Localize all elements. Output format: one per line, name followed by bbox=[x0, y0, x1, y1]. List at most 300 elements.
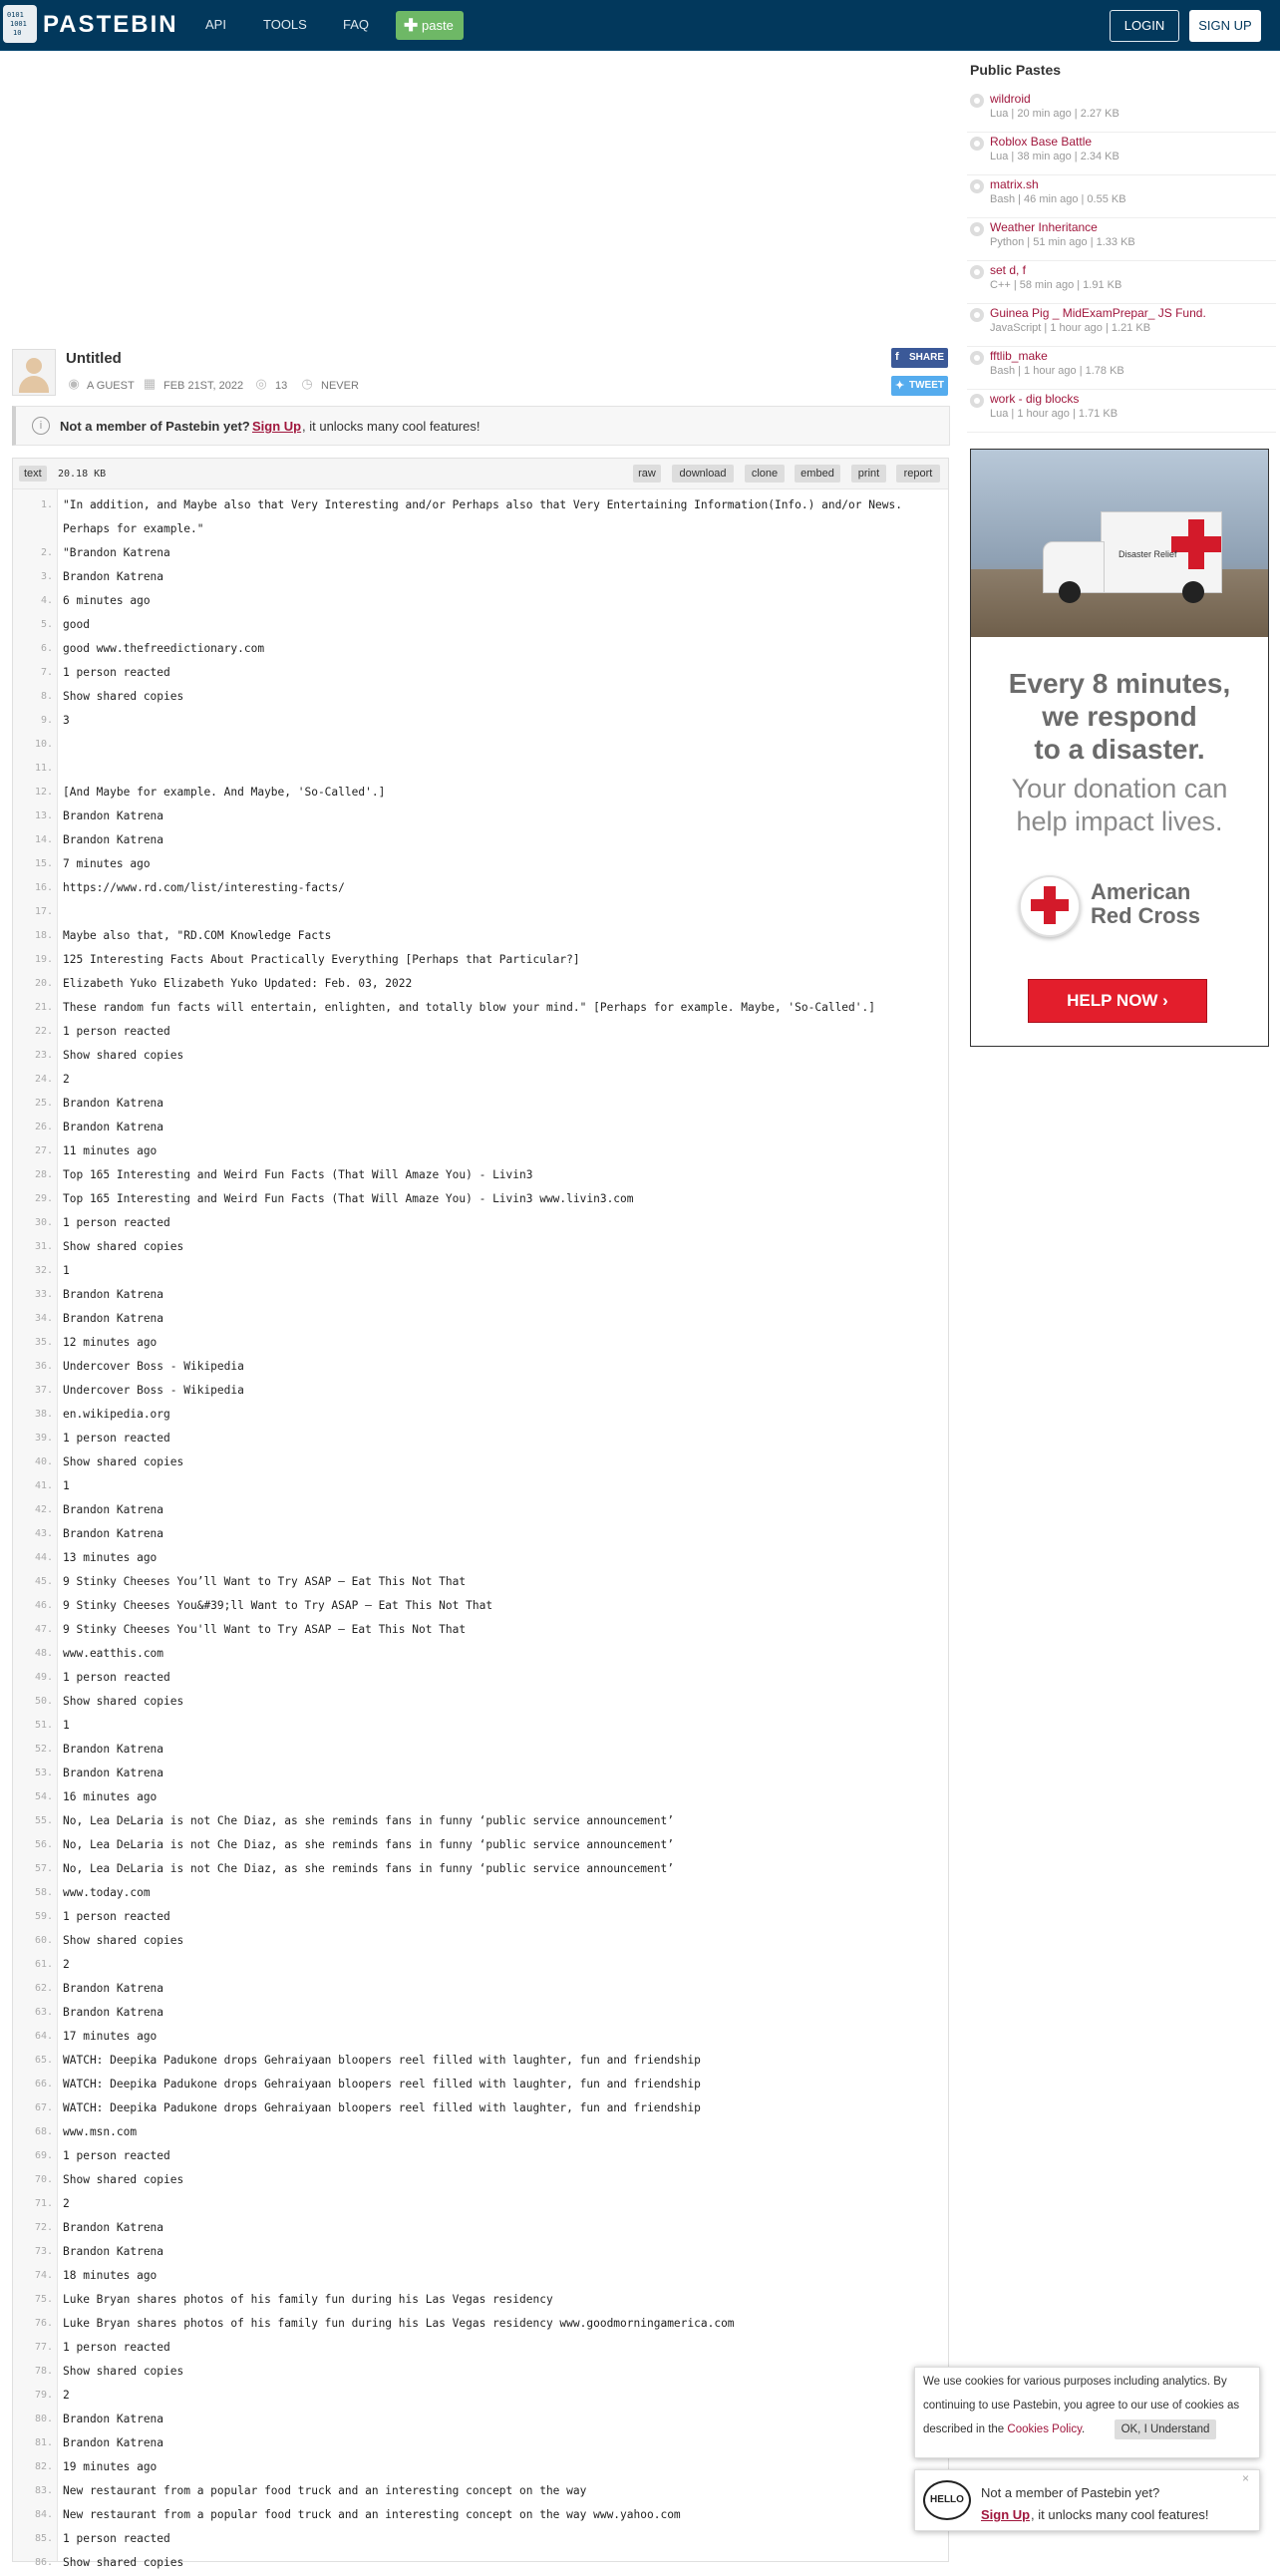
line-number: 10. bbox=[34, 739, 53, 750]
nav-api[interactable]: API bbox=[205, 17, 226, 32]
line-text: Show shared copies bbox=[63, 1240, 184, 1253]
line-text: 2 bbox=[63, 1958, 70, 1971]
line-text: 11 minutes ago bbox=[63, 1144, 158, 1157]
close-icon[interactable]: × bbox=[1242, 2471, 1250, 2485]
line-text: www.eatthis.com bbox=[63, 1647, 164, 1660]
code-line bbox=[13, 1260, 948, 1284]
code-line bbox=[13, 853, 948, 877]
new-paste-label: paste bbox=[422, 18, 454, 33]
line-text: Brandon Katrena bbox=[63, 1767, 164, 1779]
line-text: Brandon Katrena bbox=[63, 1503, 164, 1516]
guest-avatar bbox=[12, 349, 56, 396]
line-text: 1 bbox=[63, 1479, 70, 1492]
notice-lead: Not a member of Pastebin yet? bbox=[60, 419, 250, 434]
logo-digits-1: 0101 bbox=[7, 11, 24, 19]
code-line bbox=[13, 1954, 948, 1978]
paste-expiry: NEVER bbox=[321, 380, 359, 392]
public-paste-link[interactable]: Weather Inheritance bbox=[990, 220, 1098, 234]
line-number: 65. bbox=[34, 2055, 53, 2066]
code-line bbox=[13, 2097, 948, 2121]
line-number: 39. bbox=[34, 1433, 53, 1444]
code-line bbox=[13, 949, 948, 973]
line-text: www.today.com bbox=[63, 1886, 151, 1899]
public-paste-item[interactable] bbox=[967, 218, 1276, 261]
code-line bbox=[13, 1858, 948, 1882]
public-paste-item[interactable] bbox=[967, 304, 1276, 347]
code-line bbox=[13, 2217, 948, 2241]
ad-headline bbox=[971, 667, 1268, 766]
tweet-label: TWEET bbox=[909, 380, 944, 391]
line-text: 1 bbox=[63, 1719, 70, 1732]
code-line bbox=[13, 1117, 948, 1140]
line-text: "In addition, and Maybe also that Very Interesting and/or Perhaps also that Very Entertaining Information(Info.) and/or News. bbox=[63, 498, 902, 511]
line-text: 6 minutes ago bbox=[63, 594, 151, 607]
login-button[interactable]: LOGIN bbox=[1110, 10, 1179, 42]
code-line bbox=[13, 1499, 948, 1523]
line-text: New restaurant from a popular food truck and an interesting concept on the way bbox=[63, 2484, 587, 2497]
public-paste-link[interactable]: Roblox Base Battle bbox=[990, 135, 1093, 149]
facebook-share-button[interactable] bbox=[891, 348, 948, 368]
line-text: These random fun facts will entertain, enlighten, and totally blow your mind." [Perhaps for example. Maybe, 'So-Called'.] bbox=[63, 1001, 875, 1014]
line-text: Luke Bryan shares photos of his family fun during his Las Vegas residency www.goodmorningamerica.com bbox=[63, 2317, 735, 2330]
code-line bbox=[13, 2528, 948, 2552]
line-number: 63. bbox=[34, 2007, 53, 2018]
code-line bbox=[13, 566, 948, 590]
code-line bbox=[13, 2121, 948, 2145]
line-number: 66. bbox=[34, 2079, 53, 2090]
line-text: Brandon Katrena bbox=[63, 1288, 164, 1301]
cookie-notice bbox=[914, 2367, 1260, 2458]
code-toolbar bbox=[13, 459, 948, 489]
ad-subline-line: Your donation can bbox=[1011, 774, 1228, 804]
line-text: Top 165 Interesting and Weird Fun Facts (That Will Amaze You) - Livin3 bbox=[63, 1168, 533, 1181]
line-number: 46. bbox=[34, 1600, 53, 1611]
line-number: 71. bbox=[34, 2198, 53, 2209]
code-line bbox=[13, 1810, 948, 1834]
code-line bbox=[13, 782, 948, 805]
code-line bbox=[13, 1547, 948, 1571]
paste-author[interactable]: A GUEST bbox=[87, 380, 135, 392]
paste-code-box bbox=[12, 458, 949, 2569]
line-text: 1 person reacted bbox=[63, 2149, 170, 2162]
code-line bbox=[13, 494, 948, 518]
line-number: 36. bbox=[34, 1361, 53, 1372]
code-line bbox=[13, 2552, 948, 2576]
line-number: 7. bbox=[40, 667, 53, 678]
code-line bbox=[13, 1236, 948, 1260]
line-number: 11. bbox=[34, 763, 53, 774]
line-text: 1 person reacted bbox=[63, 2532, 170, 2545]
nav-faq[interactable]: FAQ bbox=[343, 17, 370, 32]
code-line bbox=[13, 2265, 948, 2289]
code-line bbox=[13, 2169, 948, 2193]
line-text: [And Maybe for example. And Maybe, 'So-Called'.] bbox=[63, 786, 386, 799]
line-number: 18. bbox=[34, 930, 53, 941]
line-number: 34. bbox=[34, 1313, 53, 1324]
line-text: 1 person reacted bbox=[63, 1910, 170, 1923]
syntax-format-tag[interactable]: text bbox=[19, 466, 47, 482]
line-text: 1 person reacted bbox=[63, 1671, 170, 1684]
code-line bbox=[13, 1667, 948, 1691]
line-number: 61. bbox=[34, 1959, 53, 1970]
line-number: 40. bbox=[34, 1456, 53, 1467]
ad-headline-line: Every 8 minutes, bbox=[1008, 668, 1231, 699]
top-header bbox=[0, 0, 1280, 51]
report-button[interactable]: report bbox=[896, 465, 940, 483]
line-number: 68. bbox=[34, 2126, 53, 2137]
line-number: 25. bbox=[34, 1098, 53, 1109]
code-line bbox=[13, 662, 948, 686]
ad-organization bbox=[1091, 880, 1200, 928]
public-paste-meta: JavaScript | 1 hour ago | 1.21 KB bbox=[990, 322, 1151, 334]
public-paste-item[interactable] bbox=[967, 175, 1276, 218]
line-number: 12. bbox=[34, 787, 53, 798]
line-number: 56. bbox=[34, 1839, 53, 1850]
line-number: 23. bbox=[34, 1050, 53, 1061]
line-number: 1. bbox=[40, 499, 53, 510]
line-text: www.msn.com bbox=[63, 2125, 138, 2138]
line-text: "Brandon Katrena bbox=[63, 546, 170, 559]
line-number: 22. bbox=[34, 1026, 53, 1037]
code-line bbox=[13, 2074, 948, 2097]
code-line bbox=[13, 1475, 948, 1499]
clone-button[interactable]: clone bbox=[745, 465, 785, 483]
code-line bbox=[13, 1930, 948, 1954]
line-number: 33. bbox=[34, 1289, 53, 1300]
top-ad-space bbox=[0, 51, 957, 340]
line-text: 2 bbox=[63, 2197, 70, 2210]
code-line bbox=[13, 805, 948, 829]
expiry-icon: ◷ bbox=[301, 376, 313, 391]
line-number: 43. bbox=[34, 1528, 53, 1539]
code-line bbox=[13, 2480, 948, 2504]
code-line bbox=[13, 1332, 948, 1356]
code-line bbox=[13, 710, 948, 734]
code-line bbox=[13, 997, 948, 1021]
line-text: 9 Stinky Cheeses You&#39;ll Want to Try ASAP — Eat This Not That bbox=[63, 1599, 493, 1612]
line-text: No, Lea DeLaria is not Che Diaz, as she reminds fans in funny ‘public service announcement’ bbox=[63, 1862, 674, 1875]
nav-tools[interactable]: TOOLS bbox=[263, 17, 307, 32]
line-number: 35. bbox=[34, 1337, 53, 1348]
line-text: 13 minutes ago bbox=[63, 1551, 158, 1564]
paste-globe-icon bbox=[970, 179, 984, 193]
code-line bbox=[13, 1595, 948, 1619]
code-line bbox=[13, 2289, 948, 2313]
line-number: 38. bbox=[34, 1409, 53, 1420]
code-line bbox=[13, 1523, 948, 1547]
line-number: 77. bbox=[34, 2342, 53, 2353]
line-number: 53. bbox=[34, 1768, 53, 1778]
line-text: https://www.rd.com/list/interesting-facts/ bbox=[63, 881, 345, 894]
code-line bbox=[13, 1356, 948, 1380]
user-icon: ◉ bbox=[68, 376, 80, 391]
notice-signup-link[interactable]: Sign Up bbox=[252, 419, 302, 434]
line-text: 9 Stinky Cheeses You’ll Want to Try ASAP — Eat This Not That bbox=[63, 1575, 467, 1588]
public-paste-item[interactable] bbox=[967, 347, 1276, 390]
line-text: 3 bbox=[63, 714, 70, 727]
ambulance-label: Disaster Relief bbox=[1119, 549, 1177, 559]
line-number: 8. bbox=[40, 691, 53, 702]
code-line bbox=[13, 2409, 948, 2432]
code-line bbox=[13, 2145, 948, 2169]
line-text: Elizabeth Yuko Elizabeth Yuko Updated: Feb. 03, 2022 bbox=[63, 977, 413, 990]
line-text: Brandon Katrena bbox=[63, 1121, 164, 1133]
line-text: WATCH: Deepika Padukone drops Gehraiyaan bloopers reel filled with laughter, fun and friendship bbox=[63, 2101, 701, 2114]
code-line bbox=[13, 1212, 948, 1236]
facebook-icon: f bbox=[895, 351, 899, 363]
public-paste-link[interactable]: fftlib_make bbox=[990, 349, 1048, 363]
code-line bbox=[13, 2026, 948, 2050]
line-number: 21. bbox=[34, 1002, 53, 1013]
line-text: 1 bbox=[63, 1264, 70, 1277]
print-button[interactable]: print bbox=[851, 465, 886, 483]
line-number: 6. bbox=[40, 643, 53, 654]
cookies-policy-link[interactable]: Cookies Policy bbox=[1007, 2423, 1082, 2435]
line-text: WATCH: Deepika Padukone drops Gehraiyaan bloopers reel filled with laughter, fun and friendship bbox=[63, 2054, 701, 2067]
line-number: 42. bbox=[34, 1504, 53, 1515]
code-line bbox=[13, 2432, 948, 2456]
pastebin-logo-text[interactable]: PASTEBIN bbox=[43, 11, 178, 38]
code-line bbox=[13, 2050, 948, 2074]
logo-digits-3: 10 bbox=[13, 29, 22, 37]
public-paste-item[interactable] bbox=[967, 390, 1276, 433]
line-text: 17 minutes ago bbox=[63, 2030, 158, 2043]
line-number: 26. bbox=[34, 1122, 53, 1132]
line-number: 51. bbox=[34, 1720, 53, 1731]
public-paste-link[interactable]: work - dig blocks bbox=[990, 392, 1080, 406]
ad-headline-line: to a disaster. bbox=[1034, 734, 1205, 765]
line-number: 32. bbox=[34, 1265, 53, 1276]
code-line bbox=[13, 1691, 948, 1715]
signup-button[interactable]: SIGN UP bbox=[1189, 10, 1261, 42]
paste-date: FEB 21ST, 2022 bbox=[163, 380, 244, 392]
public-paste-meta: Bash | 1 hour ago | 1.78 KB bbox=[990, 365, 1124, 377]
ambulance-wheel bbox=[1059, 581, 1081, 603]
line-text: 1 person reacted bbox=[63, 2341, 170, 2354]
line-number: 44. bbox=[34, 1552, 53, 1563]
line-number: 76. bbox=[34, 2318, 53, 2329]
line-number: 29. bbox=[34, 1193, 53, 1204]
raw-button[interactable]: raw bbox=[633, 465, 661, 483]
line-number: 20. bbox=[34, 978, 53, 989]
code-line bbox=[13, 2193, 948, 2217]
public-paste-meta: Lua | 38 min ago | 2.34 KB bbox=[990, 151, 1120, 162]
code-line bbox=[13, 758, 948, 782]
line-text: Show shared copies bbox=[63, 1455, 184, 1468]
code-line bbox=[13, 1763, 948, 1786]
code-line bbox=[13, 686, 948, 710]
code-line bbox=[13, 1451, 948, 1475]
line-number: 57. bbox=[34, 1863, 53, 1874]
line-text: New restaurant from a popular food truck and an interesting concept on the way www.yahoo.com bbox=[63, 2508, 681, 2521]
line-text: Show shared copies bbox=[63, 690, 184, 703]
line-text: Show shared copies bbox=[63, 2365, 184, 2378]
code-line bbox=[13, 2313, 948, 2337]
line-number: 31. bbox=[34, 1241, 53, 1252]
code-line bbox=[13, 2361, 948, 2385]
code-line bbox=[13, 638, 948, 662]
plus-icon: ✚ bbox=[404, 16, 419, 35]
code-line bbox=[13, 925, 948, 949]
line-text: en.wikipedia.org bbox=[63, 1408, 170, 1421]
public-paste-item[interactable] bbox=[967, 261, 1276, 304]
public-paste-link[interactable]: set d, f bbox=[990, 263, 1027, 277]
line-text: Brandon Katrena bbox=[63, 570, 164, 583]
public-pastes-title: Public Pastes bbox=[970, 62, 1062, 78]
line-number: 58. bbox=[34, 1887, 53, 1898]
line-text: 18 minutes ago bbox=[63, 2269, 158, 2282]
code-line bbox=[13, 2385, 948, 2409]
public-paste-meta: Python | 51 min ago | 1.33 KB bbox=[990, 236, 1135, 248]
paste-views: 13 bbox=[275, 380, 288, 392]
line-number: 62. bbox=[34, 1983, 53, 1994]
code-line bbox=[13, 1643, 948, 1667]
line-text: 1 person reacted bbox=[63, 1216, 170, 1229]
code-line bbox=[13, 2241, 948, 2265]
public-paste-meta: C++ | 58 min ago | 1.91 KB bbox=[990, 279, 1122, 291]
code-line bbox=[13, 2337, 948, 2361]
signup-popup bbox=[914, 2469, 1260, 2531]
paste-globe-icon bbox=[970, 137, 984, 151]
line-text: Brandon Katrena bbox=[63, 2221, 164, 2234]
line-number: 50. bbox=[34, 1696, 53, 1707]
line-number: 13. bbox=[34, 810, 53, 821]
paste-globe-icon bbox=[970, 265, 984, 279]
line-text: Show shared copies bbox=[63, 1934, 184, 1947]
line-text: Show shared copies bbox=[63, 1695, 184, 1708]
line-number: 60. bbox=[34, 1935, 53, 1946]
line-number: 16. bbox=[34, 882, 53, 893]
code-line bbox=[13, 734, 948, 758]
line-number: 14. bbox=[34, 834, 53, 845]
code-line bbox=[13, 1786, 948, 1810]
code-line bbox=[13, 1308, 948, 1332]
code-line bbox=[13, 2002, 948, 2026]
code-line bbox=[13, 1571, 948, 1595]
ad-subline bbox=[971, 773, 1268, 838]
code-line bbox=[13, 1978, 948, 2002]
pastebin-logo-icon[interactable] bbox=[3, 5, 37, 43]
public-paste-meta: Bash | 46 min ago | 0.55 KB bbox=[990, 193, 1126, 205]
line-number: 3. bbox=[40, 571, 53, 582]
line-text: 2 bbox=[63, 1073, 70, 1086]
line-number: 83. bbox=[34, 2485, 53, 2496]
popup-lead: Not a member of Pastebin yet? bbox=[981, 2485, 1160, 2500]
paste-globe-icon bbox=[970, 94, 984, 108]
code-line bbox=[13, 2504, 948, 2528]
line-number: 78. bbox=[34, 2366, 53, 2377]
popup-signup-link[interactable]: Sign Up bbox=[981, 2507, 1031, 2522]
public-paste-link[interactable]: wildroid bbox=[990, 92, 1031, 106]
twitter-share-button[interactable] bbox=[891, 376, 948, 396]
ad-org-line: American bbox=[1091, 879, 1191, 904]
line-number: 86. bbox=[34, 2557, 53, 2568]
line-text: 2 bbox=[63, 2389, 70, 2402]
line-number: 48. bbox=[34, 1648, 53, 1659]
cookie-accept-button[interactable]: OK, I Understand bbox=[1115, 2419, 1216, 2439]
line-number: 64. bbox=[34, 2031, 53, 2042]
code-line bbox=[13, 1069, 948, 1093]
public-paste-item[interactable] bbox=[967, 133, 1276, 175]
code-line bbox=[13, 1739, 948, 1763]
notice-rest: , it unlocks many cool features! bbox=[302, 419, 480, 434]
paste-globe-icon bbox=[970, 222, 984, 236]
public-paste-link[interactable]: matrix.sh bbox=[990, 177, 1039, 191]
code-line bbox=[13, 1428, 948, 1451]
info-icon: i bbox=[32, 417, 50, 435]
line-number: 69. bbox=[34, 2150, 53, 2161]
line-text: good www.thefreedictionary.com bbox=[63, 642, 265, 655]
code-line bbox=[13, 590, 948, 614]
line-text: Perhaps for example." bbox=[63, 522, 204, 535]
line-text: 1 person reacted bbox=[63, 666, 170, 679]
code-line bbox=[13, 901, 948, 925]
line-number: 17. bbox=[34, 906, 53, 917]
line-text: 19 minutes ago bbox=[63, 2460, 158, 2473]
line-text: Brandon Katrena bbox=[63, 1527, 164, 1540]
code-line bbox=[13, 1140, 948, 1164]
line-text: 9 Stinky Cheeses You'll Want to Try ASAP — Eat This Not That bbox=[63, 1623, 467, 1636]
line-text: 1 person reacted bbox=[63, 1432, 170, 1445]
code-line bbox=[13, 1882, 948, 1906]
red-cross-horizontal bbox=[1171, 536, 1221, 552]
logo-digits-2: 1001 bbox=[10, 20, 27, 28]
line-number: 79. bbox=[34, 2390, 53, 2401]
download-button[interactable]: download bbox=[672, 465, 734, 483]
line-text: Brandon Katrena bbox=[63, 1097, 164, 1110]
line-number: 82. bbox=[34, 2461, 53, 2472]
embed-button[interactable]: embed bbox=[795, 465, 840, 483]
public-paste-link[interactable]: Guinea Pig _ MidExamPrepar_ JS Fund. bbox=[990, 306, 1206, 320]
member-notice bbox=[12, 406, 950, 446]
ad-headline-line: we respond bbox=[1042, 701, 1197, 732]
paste-title: Untitled bbox=[66, 350, 122, 367]
cookie-text-end: . bbox=[1081, 2423, 1086, 2435]
line-text: Top 165 Interesting and Weird Fun Facts (That Will Amaze You) - Livin3 www.livin3.com bbox=[63, 1192, 634, 1205]
code-line bbox=[13, 1906, 948, 1930]
line-text: No, Lea DeLaria is not Che Diaz, as she reminds fans in funny ‘public service announcement’ bbox=[63, 1838, 674, 1851]
code-line bbox=[13, 1619, 948, 1643]
line-text: Brandon Katrena bbox=[63, 2006, 164, 2019]
line-number: 59. bbox=[34, 1911, 53, 1922]
line-text: Luke Bryan shares photos of his family fun during his Las Vegas residency bbox=[63, 2293, 553, 2306]
line-number: 52. bbox=[34, 1744, 53, 1755]
share-label: SHARE bbox=[909, 352, 945, 363]
public-paste-item[interactable] bbox=[967, 90, 1276, 133]
red-cross-ad[interactable] bbox=[970, 449, 1269, 1047]
code-line bbox=[13, 614, 948, 638]
line-number: 80. bbox=[34, 2414, 53, 2424]
new-paste-button[interactable] bbox=[396, 11, 464, 40]
code-line bbox=[13, 1093, 948, 1117]
ad-subline-line: help impact lives. bbox=[1016, 806, 1223, 836]
code-lines[interactable] bbox=[13, 494, 948, 2576]
line-text: Brandon Katrena bbox=[63, 2436, 164, 2449]
code-line bbox=[13, 1715, 948, 1739]
line-number: 4. bbox=[40, 595, 53, 606]
line-number: 41. bbox=[34, 1480, 53, 1491]
help-now-button[interactable]: HELP NOW › bbox=[1028, 979, 1207, 1023]
line-number: 67. bbox=[34, 2102, 53, 2113]
line-text: Maybe also that, "RD.COM Knowledge Facts bbox=[63, 929, 332, 942]
red-cross-logo-horizontal bbox=[1031, 899, 1069, 911]
popup-rest: , it unlocks many cool features! bbox=[1031, 2507, 1209, 2522]
line-text: Brandon Katrena bbox=[63, 833, 164, 846]
code-line bbox=[13, 2456, 948, 2480]
line-number: 75. bbox=[34, 2294, 53, 2305]
line-text: WATCH: Deepika Padukone drops Gehraiyaan bloopers reel filled with laughter, fun and friendship bbox=[63, 2078, 701, 2091]
code-line bbox=[13, 1164, 948, 1188]
